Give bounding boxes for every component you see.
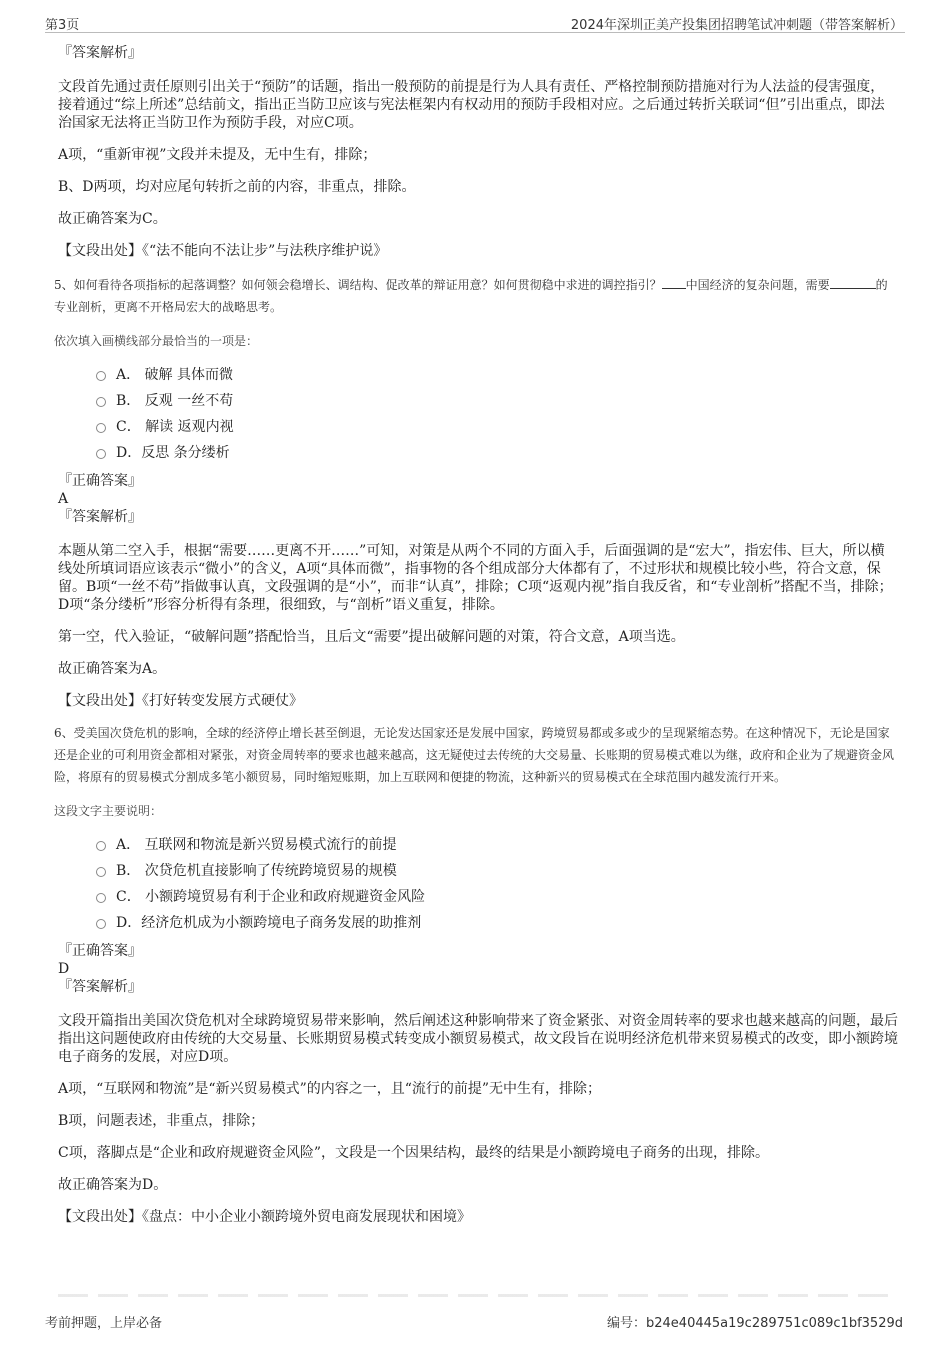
q6-analysis-para-3: B项，问题表述，非重点，排除； [58, 1113, 265, 1129]
q6-question: 6、受美国次贷危机的影响，全球的经济停止增长甚至倒退，无论发达国家还是发展中国家，跨境贸易都或多或少的呈现紧缩态势。在这种情况下，无论是国家还是企业的可利用资金都相对紧张，对资金周转率的要求也越来越高，这无疑使过去传统的大交易量、长账期的贸易模式难以为继，政府和企业为了规避资金风险，将原有的贸易模式分割成多笔小额贸易，同时缩短账期，加上互联网和便捷的物流，这种新兴的贸易模式在全球范围内越发流行开来。 [54, 726, 895, 784]
q5-correct-label: 『正确答案』 [58, 473, 142, 489]
q5-option-a[interactable] [96, 362, 898, 388]
q5-analysis-label: 『答案解析』 [58, 509, 142, 525]
q4-analysis-para-2: A项，“重新审视”文段并未提及，无中生有，排除； [58, 147, 377, 163]
q6-option-b-label: B． 次贷危机直接影响了传统跨境贸易的规模 [116, 863, 397, 879]
footer-slogan: 考前押题，上岸必备 [45, 1316, 163, 1331]
q6-option-a-label: A． 互联网和物流是新兴贸易模式流行的前提 [116, 837, 397, 853]
q5-option-c[interactable] [96, 414, 898, 440]
document-id: 编号：b24e40445a19c289751c089c1bf3529d [607, 1316, 903, 1331]
q5-option-c-label: C． 解读 返观内视 [116, 419, 234, 435]
q6-analysis-label: 『答案解析』 [58, 979, 142, 995]
radio-icon[interactable] [96, 867, 106, 877]
q5-analysis-para-1: 本题从第二空入手，根据“需要……更离不开……”可知，对策是从两个不同的方面入手，后面强调的是“宏大”，指宏伟、巨大，所以横线处所填词语应该表示“微小”的含义，A项“具体而微”，指事物的各个组成部分大体都有了，不过形状和规模比较小些，符合文意，保留。B项“一丝不苟”指做事认真，文段强调的是“小”，而非“认真”，排除；C项“返观内视”指自我反省，和“专业剖析”搭配不当，排除；D项“条分缕析”形容分析得有条理，很细致，与“剖析”语义重复，排除。 [58, 543, 893, 613]
q5-option-b[interactable] [96, 388, 898, 414]
q5-blank-2 [830, 288, 876, 289]
q6-source: 【文段出处】《盘点：中小企业小额跨境外贸电商发展现状和困境》 [58, 1209, 471, 1225]
q6-prompt: 这段文字主要说明： [54, 804, 163, 818]
q4-analysis-para-1: 文段首先通过责任原则引出关于“预防”的话题，指出一般预防的前提是行为人具有责任、严格控制预防措施对行为人法益的侵害强度，接着通过“综上所述”总结前文，指出正当防卫应该与宪法框架内有权动用的预防手段相对应。之后通过转折关联词“但”引出重点，即法治国家无法将正当防卫作为预防手段，对应C项。 [58, 79, 885, 131]
q4-analysis-label: 『答案解析』 [58, 45, 142, 61]
document-title: 2024年深圳正美产投集团招聘笔试冲刺题（带答案解析） [570, 18, 903, 33]
q5-source: 【文段出处】《打好转变发展方式硬仗》 [58, 693, 303, 709]
radio-icon[interactable] [96, 893, 106, 903]
q4-analysis-para-3: B、D两项，均对应尾句转折之前的内容，非重点，排除。 [58, 179, 416, 195]
q5-question-part-1: 5、如何看待各项指标的起落调整？如何领会稳增长、调结构、促改革的辩证用意？如何贯彻稳中求进的调控指引？ [54, 278, 662, 292]
q5-prompt: 依次填入画横线部分最恰当的一项是： [54, 334, 259, 348]
q5-option-d-label: D．反思 条分缕析 [116, 445, 230, 461]
q6-analysis-para-1: 文段开篇指出美国次贷危机对全球跨境贸易带来影响，然后阐述这种影响带来了资金紧张、对资金周转率的要求也越来越高的问题，最后指出这问题使政府由传统的大交易量、长账期贸易模式转变成小额贸易模式，故文段旨在说明经济危机带来贸易模式的改变，即小额跨境电子商务的发展，对应D项。 [58, 1013, 898, 1065]
radio-icon[interactable] [96, 919, 106, 929]
document-body [54, 44, 898, 1226]
q5-correct-answer: A [58, 491, 69, 507]
radio-icon[interactable] [96, 449, 106, 459]
q6-option-c-label: C． 小额跨境贸易有利于企业和政府规避资金风险 [116, 889, 426, 905]
radio-icon[interactable] [96, 423, 106, 433]
page-number: 第3页 [45, 18, 80, 33]
q6-option-d[interactable] [96, 910, 898, 936]
q5-analysis-para-3: 故正确答案为A。 [58, 661, 167, 677]
q6-analysis-para-2: A项，“互联网和物流”是“新兴贸易模式”的内容之一，且“流行的前提”无中生有，排除； [58, 1081, 602, 1097]
q4-analysis-para-4: 故正确答案为C。 [58, 211, 167, 227]
q5-analysis-para-2: 第一空，代入验证，“破解问题”搭配恰当，且后文“需要”提出破解问题的对策，符合文意，A项当选。 [58, 629, 685, 645]
radio-icon[interactable] [96, 371, 106, 381]
q5-option-d[interactable] [96, 440, 898, 466]
q6-option-b[interactable] [96, 858, 898, 884]
q6-option-a[interactable] [96, 832, 898, 858]
q5-blank-1 [662, 288, 686, 289]
radio-icon[interactable] [96, 397, 106, 407]
cut-off-next-question [58, 1290, 898, 1300]
q6-option-d-label: D．经济危机成为小额跨境电子商务发展的助推剂 [116, 915, 422, 931]
page-header [45, 12, 905, 33]
radio-icon[interactable] [96, 841, 106, 851]
q6-correct-label: 『正确答案』 [58, 943, 142, 959]
q6-analysis-para-5: 故正确答案为D。 [58, 1177, 168, 1193]
q4-source: 【文段出处】《“法不能向不法让步”与法秩序维护说》 [58, 243, 388, 259]
q5-question-part-3: 的专业剖析，更离不开格局宏大的战略思考。 [54, 278, 888, 314]
q5-question-part-2: 中国经济的复杂问题，需要 [685, 278, 830, 292]
q5-option-a-label: A． 破解 具体而微 [116, 367, 234, 383]
q6-option-c[interactable] [96, 884, 898, 910]
q5-question [54, 274, 898, 318]
q5-options [96, 362, 898, 466]
q6-analysis-para-4: C项，落脚点是“企业和政府规避资金风险”，文段是一个因果结构，最终的结果是小额跨境电子商务的出现，排除。 [58, 1145, 770, 1161]
q6-correct-answer: D [58, 961, 70, 977]
q5-option-b-label: B． 反观 一丝不苟 [116, 393, 234, 409]
q6-options [96, 832, 898, 936]
